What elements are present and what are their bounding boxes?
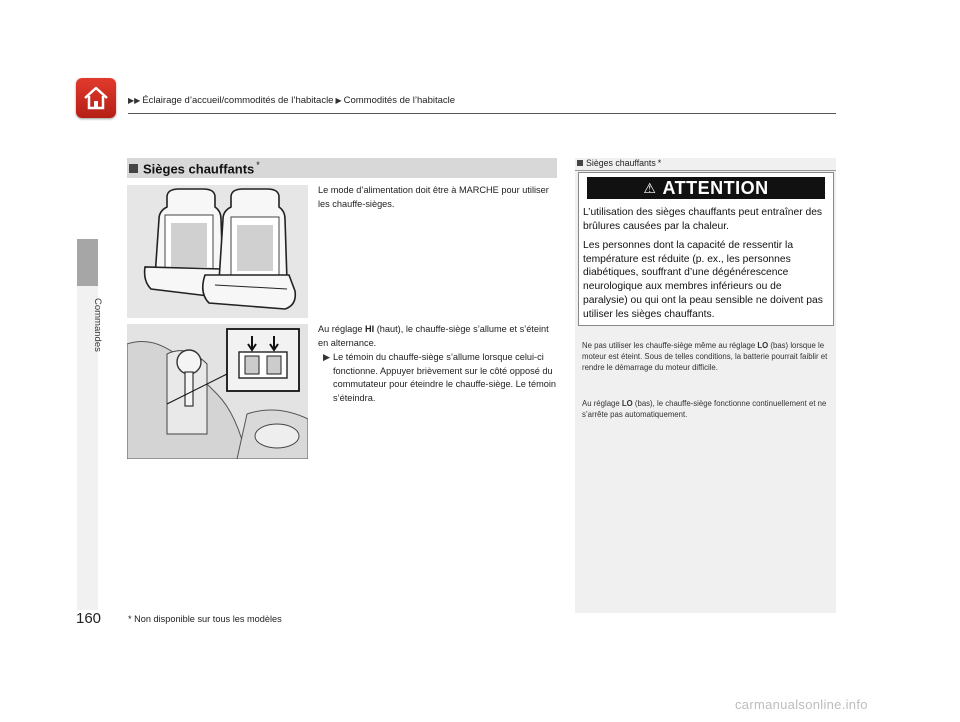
home-icon bbox=[82, 84, 110, 112]
chapter-tab[interactable] bbox=[77, 239, 98, 286]
breadcrumb bbox=[128, 95, 455, 106]
breadcrumb-link-2[interactable]: Commodités de l’habitacle bbox=[343, 95, 456, 106]
triangle-right-icon: ▶ bbox=[323, 352, 331, 362]
warning-text-2: Les personnes dont la capacité de ressentir la température est réduite (p. ex., les personnes diabétiques, souffrant d’une dégénérescence neurologique aux membres inférieurs ou de paralysie) ou qui ont la peau sensible ne doivent pas utiliser les sièges chauffants. bbox=[583, 240, 823, 320]
seats-illustration bbox=[127, 185, 308, 318]
section-title: Sièges chauffants * bbox=[143, 159, 260, 177]
power-mode-text: Le mode d’alimentation doit être à MARCHE pour utiliser les chauffe-sièges. bbox=[318, 185, 549, 209]
chapter-label: Commandes bbox=[92, 298, 103, 352]
seat-heater-switch-illustration bbox=[127, 324, 308, 459]
side-strip-top bbox=[77, 130, 98, 239]
triangle-right-icon: ▶ bbox=[335, 96, 342, 105]
note-text-2: Au réglage LO (bas), le chauffe-siège fonctionne continuellement et ne s’arrête pas automatiquement. bbox=[582, 399, 827, 419]
triangle-right-icon: ▶▶ bbox=[128, 96, 141, 105]
watermark: carmanualsonline.info bbox=[735, 697, 868, 712]
section-marker bbox=[129, 164, 138, 173]
indicator-text: ▶ Le témoin du chauffe-siège s’allume lorsque celui-ci fonctionne. Appuyer brièvement sur le côté opposé du commutateur pour éteindre le chauffe-siège. Le témoin s’éteindra. bbox=[323, 352, 557, 403]
hi-setting-text: Au réglage HI (haut), le chauffe-siège s’allume et s’éteint en alternance. bbox=[318, 324, 549, 348]
warning-icon: ⚠ bbox=[643, 179, 657, 196]
notes-heading: Sièges chauffants * bbox=[575, 158, 836, 168]
home-button[interactable] bbox=[76, 78, 116, 118]
page-number: 160 bbox=[76, 610, 102, 627]
warning-box bbox=[578, 172, 834, 326]
header-divider bbox=[128, 113, 836, 114]
note-text-1: Ne pas utiliser les chauffe-siège même au réglage LO (bas) lorsque le moteur est éteint. Sous de telles conditions, la batterie pourrait faiblir et rendre le démarrage du moteur difficile. bbox=[582, 341, 828, 372]
section-header bbox=[127, 158, 557, 178]
notes-divider bbox=[575, 170, 836, 171]
footnote: * Non disponible sur tous les modèles bbox=[128, 614, 282, 624]
notes-marker bbox=[577, 160, 583, 166]
warning-label: ⚠ ATTENTION bbox=[587, 177, 825, 199]
warning-text-1: L’utilisation des sièges chauffants peut entraîner des brûlures causées par la chaleur. bbox=[583, 207, 823, 232]
breadcrumb-link-1[interactable]: Éclairage d’accueil/commodités de l’habitacle bbox=[142, 95, 334, 106]
